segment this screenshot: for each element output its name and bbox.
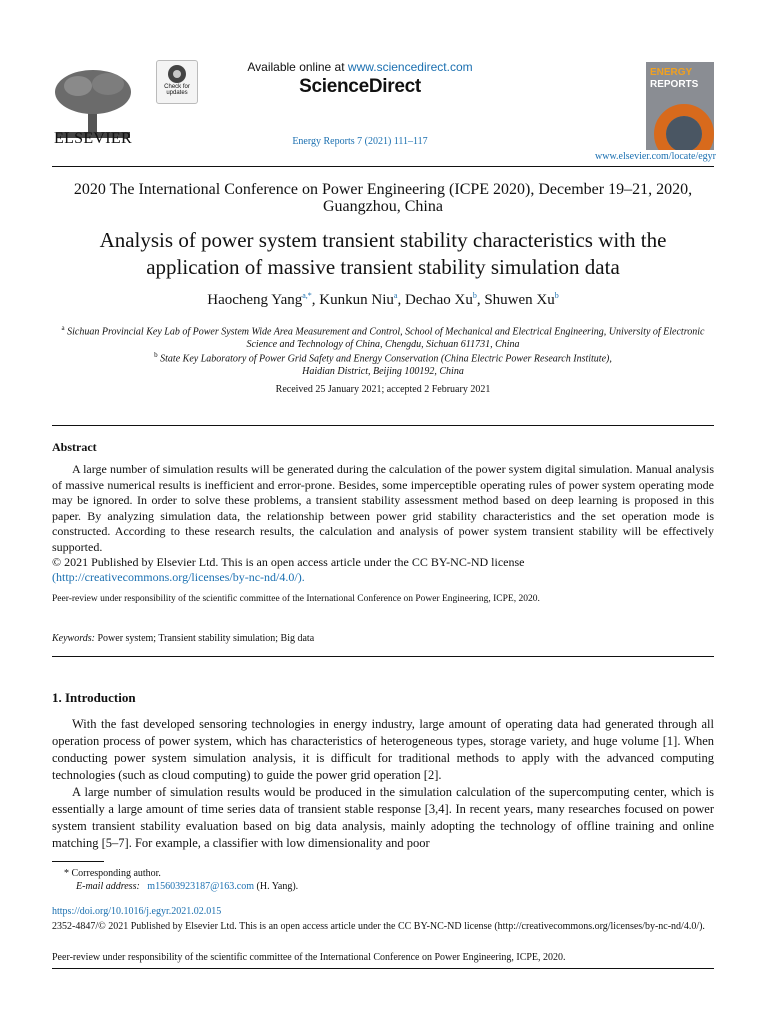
section-heading-introduction: 1. Introduction [52,690,136,705]
author-name: Kunkun Niu [319,292,394,308]
paper-title: Analysis of power system transient stability characteristics with the application of massive transient stability simulation data [99,228,667,279]
received-dates: Received 25 January 2021; accepted 2 February 2021 [275,384,491,395]
author-affil-mark[interactable]: a,* [302,291,312,300]
author-affil-mark[interactable]: b [472,291,477,300]
author-affil-mark[interactable]: a [393,291,398,300]
check-for-updates-label: Check for updates [164,84,190,96]
conference-line: 2020 The International Conference on Power Engineering (ICPE 2020), December 19–21, 2020, Guangzhou, China [73,181,693,215]
footnote-divider [52,861,104,862]
footer-peer-review: Peer-review under responsibility of the scientific committee of the International Conference on Power Engineering, ICPE, 2020. [52,952,566,963]
license-statement: © 2021 Published by Elsevier Ltd. This is an open access article under the CC BY-NC-ND license (http://creativecommons.org/licenses/by-nc-nd/4.0/). [52,555,525,584]
license-link[interactable]: (http://creativecommons.org/licenses/by-nc-nd/4.0/). [52,570,305,584]
author-name: Shuwen Xu [484,292,555,308]
author-affil-mark[interactable]: b [554,291,559,300]
keywords-list: Power system; Transient stability simulation; Big data [94,633,315,644]
cover-title-energy: ENERGY [650,67,693,78]
intro-paragraph-1: With the fast developed sensoring technologies in energy industry, large amount of operating data had generated through all operation process of power system, which has characteristics of heterogeneous types, storage variety, and huge volume [1]. When conducting power system simulation analysis, it is difficult for traditional methods to apply with the advanced computing technologies (such as cloud computing) to guide the power grid operation [2]. [52,717,714,782]
abstract-bottom-divider [52,656,714,657]
email-link[interactable]: m15603923187@163.com [147,881,255,892]
keywords [52,633,714,644]
affiliation-a: $^a$ Sichuan Provincial Key Lab of Power System Wide Area Measurement and Control, School of Mechanical and Electrical Engineering, University of Electronic Science and Technology of China, Chengdu, Sichuan 611731, China [61,324,705,351]
journal-reference[interactable]: Energy Reports 7 (2021) 111–117 [292,136,428,147]
footer-divider [52,968,714,969]
author-list: Haocheng Yang$^{a,*}$, Kunkun Niu$^a$, Dechao Xu$^b$, Shuwen Xu$^b$ [207,291,559,308]
cover-title-reports: REPORTS [650,79,699,90]
issn-license-note: 2352-4847/© 2021 Published by Elsevier Ltd. This is an open access article under the CC BY-NC-ND license (http://creativecommons.org/licenses/by-nc-nd/4.0/). [52,921,705,932]
corresponding-author-note: * Corresponding author. [64,868,161,879]
author-name: Dechao Xu [404,292,473,308]
sciencedirect-link[interactable]: www.sciencedirect.com [347,60,473,74]
keywords-label: Keywords: [52,633,95,644]
intro-paragraph-2: A large number of simulation results would be produced in the simulation calculation of the supercomputing center, which is essentially a large amount of time series data of transient stable response [3,4]. In recent years, many researches focused on power system transient stability evaluation based on big data analysis, mainly adopting the technology of offline training and online matching [5–7]. For example, a classifier with low dimensionality and poor [52,785,714,850]
cover-logo-center [666,116,702,150]
affiliation-b: $^b$ State Key Laboratory of Power Grid Safety and Energy Conservation (China Electric Power Research Institute), Haidian District, Beijing 100192, China [154,351,612,378]
sciencedirect-brand: ScienceDirect [299,76,421,97]
abstract-text: A large number of simulation results will be generated during the calculation of the power system digital simulation. Manual analysis of massive numerical results is inefficient and error-prone. Besides, some imperceptible operating rules of power system operating mode may be ignored. In order to solve these problems, a transient stability assessment method based on deep learning is proposed in this paper. By analyzing simulation data, the relationship between power grid stability characteristics and the set operation mode is constructed. According to these research results, the calculation and analysis of power system transient stability will be effectively supported. [52,462,714,554]
email-note: E-mail address: m15603923187@163.com (H. Yang). [76,881,299,892]
journal-site-link[interactable]: www.elsevier.com/locate/egyr [595,151,716,162]
header-divider [52,166,714,167]
journal-cover[interactable] [646,62,714,150]
doi-link[interactable]: https://doi.org/10.1016/j.egyr.2021.02.015 [52,906,222,917]
abstract-top-divider [52,425,714,426]
check-for-updates-badge[interactable] [156,60,198,104]
peer-review-note: Peer-review under responsibility of the scientific committee of the International Conference on Power Engineering, ICPE, 2020. [52,594,540,604]
crossmark-icon [168,65,186,83]
available-online: Available online at www.sciencedirect.com [247,60,473,74]
abstract-heading: Abstract [52,440,97,454]
publisher-name: ELSEVIER [54,130,132,147]
author-name: Haocheng Yang [207,292,303,308]
